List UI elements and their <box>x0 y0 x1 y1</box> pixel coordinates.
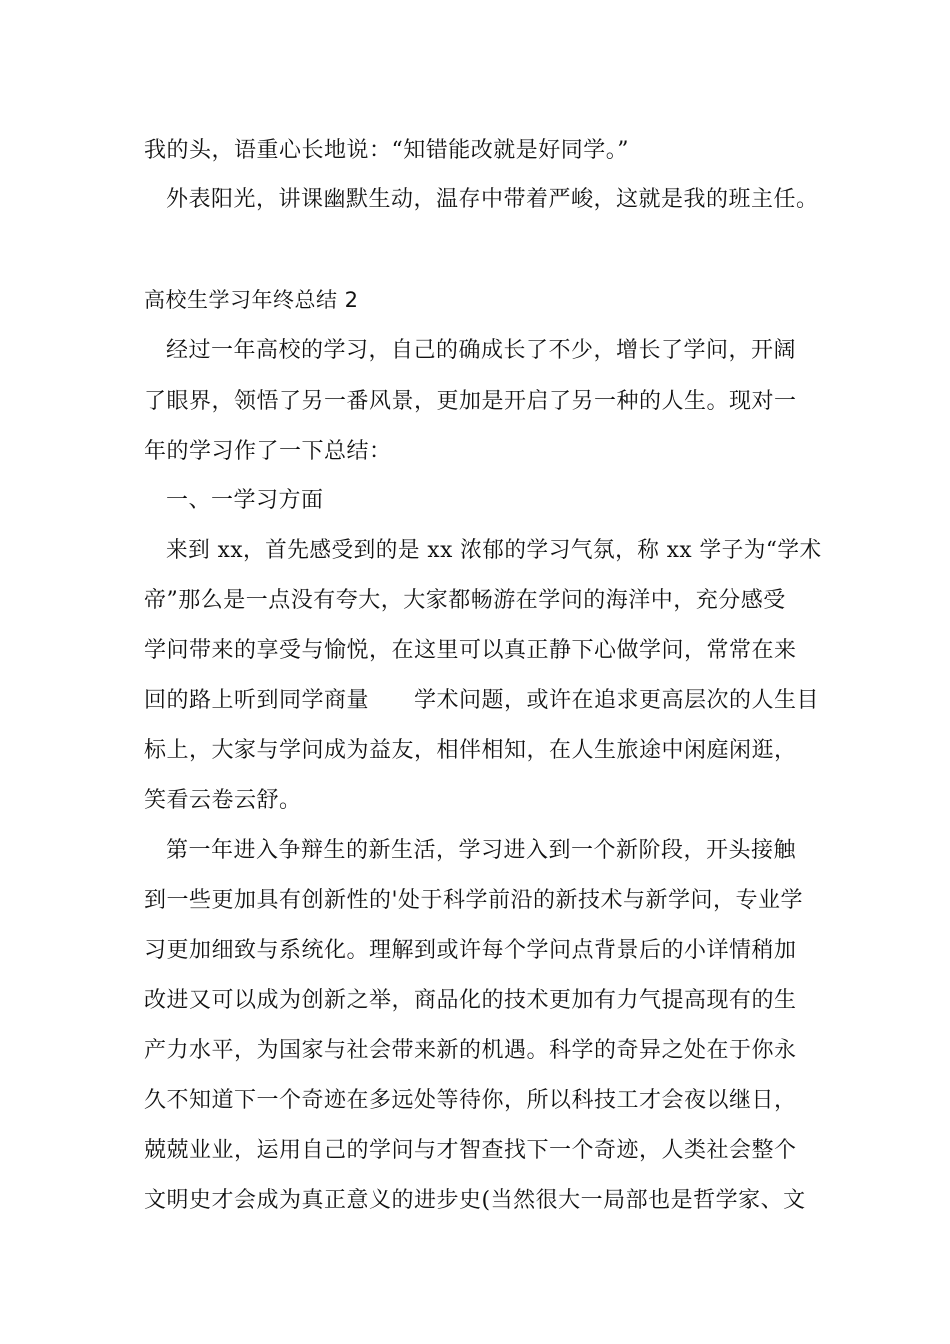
body-text-line: 改进又可以成为创新之举，商品化的技术更加有力气提高现有的生 <box>144 988 797 1013</box>
body-text-line: 兢兢业业，运用自己的学问与才智查找下一个奇迹，人类社会整个 <box>144 1138 797 1163</box>
body-text-line: 外表阳光，讲课幽默生动，温存中带着严峻，这就是我的班主任。 <box>166 187 819 212</box>
subsection-heading: 一、一学习方面 <box>166 488 324 513</box>
body-text-line: 标上，大家与学问成为益友，相伴相知，在人生旅途中闲庭闲逛， <box>144 738 797 763</box>
body-text-line: 年的学习作了一下总结： <box>144 439 392 464</box>
body-text-line: 第一年进入争辩生的新生活，学习进入到一个新阶段，开头接触 <box>166 838 797 863</box>
body-text-line: 经过一年高校的学习，自己的确成长了不少，增长了学问，开阔 <box>166 338 797 363</box>
body-text-line: 文明史才会成为真正意义的进步史(当然很大一局部也是哲学家、文 <box>144 1188 806 1213</box>
body-text-line: 我的头，语重心长地说：“知错能改就是好同学。” <box>144 138 629 163</box>
body-text-line: 笑看云卷云舒。 <box>144 788 302 813</box>
body-text-line: 习更加细致与系统化。理解到或许每个学问点背景后的小详情稍加 <box>144 938 797 963</box>
body-text-line: 帝”那么是一点没有夸大，大家都畅游在学问的海洋中，充分感受 <box>144 588 786 613</box>
body-text-line: 久不知道下一个奇迹在多远处等待你，所以科技工才会夜以继日， <box>144 1088 797 1113</box>
body-text-line: 来到 xx，首先感受到的是 xx 浓郁的学习气氛，称 xx 学子为“学术 <box>166 538 822 563</box>
body-text-line: 学问带来的享受与愉悦，在这里可以真正静下心做学问，常常在来 <box>144 638 797 663</box>
body-text-line: 到一些更加具有创新性的'处于科学前沿的新技术与新学问，专业学 <box>144 888 804 913</box>
body-text-line: 了眼界，领悟了另一番风景，更加是开启了另一种的人生。现对一 <box>144 389 797 414</box>
body-text-line: 产力水平，为国家与社会带来新的机遇。科学的奇异之处在于你永 <box>144 1038 797 1063</box>
section-heading: 高校生学习年终总结 2 <box>144 288 359 312</box>
body-text-line: 回的路上听到同学商量 学术问题，或许在追求更高层次的人生目 <box>144 688 820 713</box>
